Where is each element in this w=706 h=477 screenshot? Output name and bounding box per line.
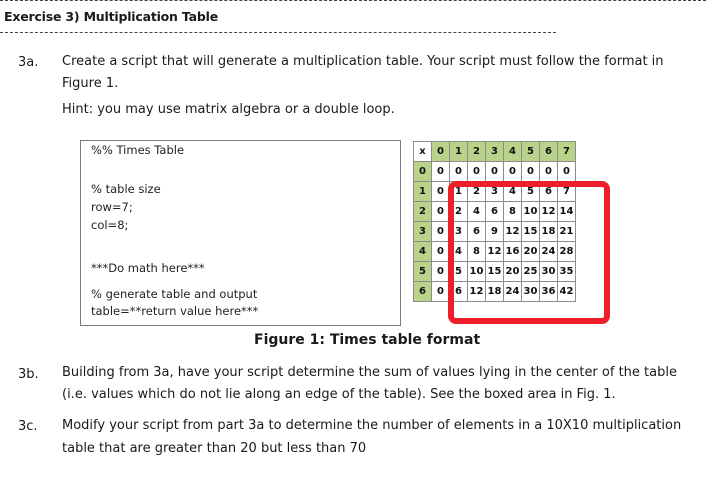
table-cell: 6 [540, 182, 558, 202]
table-header-cell: 5 [522, 142, 540, 162]
table-cell: 0 [432, 282, 450, 302]
table-cell: 12 [486, 242, 504, 262]
table-cell: 9 [486, 222, 504, 242]
table-cell: 8 [468, 242, 486, 262]
table-cell: 12 [540, 202, 558, 222]
table-cell: 36 [540, 282, 558, 302]
table-cell: 0 [540, 162, 558, 182]
table-cell: 18 [540, 222, 558, 242]
table-cell: 0 [432, 222, 450, 242]
table-cell: 42 [558, 282, 576, 302]
code-line: % generate table and output [91, 287, 258, 301]
table-header-cell: x [414, 142, 432, 162]
table-cell: 0 [432, 202, 450, 222]
table-cell: 4 [468, 202, 486, 222]
table-cell: 5 [450, 262, 468, 282]
table-cell: 0 [504, 162, 522, 182]
table-header-cell: 6 [540, 142, 558, 162]
table-header-cell: 0 [432, 142, 450, 162]
table-cell: 8 [504, 202, 522, 222]
table-header-cell: 1 [414, 182, 432, 202]
table-cell: 20 [522, 242, 540, 262]
title-dashed-rule [0, 32, 556, 33]
table-cell: 20 [504, 262, 522, 282]
table-cell: 7 [558, 182, 576, 202]
table-cell: 0 [522, 162, 540, 182]
table-cell: 30 [540, 262, 558, 282]
table-header-cell: 3 [486, 142, 504, 162]
table-header-cell: 4 [414, 242, 432, 262]
table-cell: 24 [504, 282, 522, 302]
question-3c-number: 3c. [18, 419, 38, 434]
table-cell: 6 [486, 202, 504, 222]
question-3c-line1: Modify your script from part 3a to determine the number of elements in a 10X10 multiplication [62, 418, 682, 433]
code-line: % table size [91, 182, 161, 196]
table-cell: 5 [522, 182, 540, 202]
table-cell: 35 [558, 262, 576, 282]
table-cell: 3 [450, 222, 468, 242]
top-dashed-rule [0, 0, 706, 1]
table-cell: 10 [522, 202, 540, 222]
table-cell: 3 [486, 182, 504, 202]
figure-caption: Figure 1: Times table format [254, 332, 481, 348]
question-3b-number: 3b. [18, 367, 39, 382]
table-cell: 10 [468, 262, 486, 282]
table-header-row [414, 142, 576, 162]
question-3a-line2: Figure 1. [62, 76, 119, 91]
table-header-cell: 7 [558, 142, 576, 162]
table-header-cell: 3 [414, 222, 432, 242]
question-3a-number: 3a. [18, 55, 39, 70]
table-cell: 16 [504, 242, 522, 262]
table-cell: 12 [468, 282, 486, 302]
table-cell: 30 [522, 282, 540, 302]
table-cell: 21 [558, 222, 576, 242]
table-row [414, 162, 576, 182]
table-cell: 14 [558, 202, 576, 222]
table-cell: 15 [486, 262, 504, 282]
table-cell: 15 [522, 222, 540, 242]
code-line: ***Do math here*** [91, 261, 205, 275]
table-cell: 0 [468, 162, 486, 182]
table-cell: 0 [432, 182, 450, 202]
table-cell: 25 [522, 262, 540, 282]
question-3c-line2: table that are greater than 20 but less than 70 [62, 441, 367, 456]
table-cell: 2 [468, 182, 486, 202]
table-cell: 6 [450, 282, 468, 302]
table-cell: 4 [450, 242, 468, 262]
table-cell: 1 [450, 182, 468, 202]
code-line: col=8; [91, 218, 129, 232]
table-header-cell: 0 [414, 162, 432, 182]
question-3a-line1: Create a script that will generate a multiplication table. Your script must follow the format in [62, 54, 664, 69]
code-line: table=**return value here*** [91, 304, 259, 318]
code-line: row=7; [91, 200, 133, 214]
table-cell: 0 [486, 162, 504, 182]
table-cell: 28 [558, 242, 576, 262]
table-cell: 0 [432, 162, 450, 182]
code-line: %% Times Table [91, 143, 185, 157]
code-box [80, 140, 401, 326]
table-cell: 0 [432, 262, 450, 282]
table-header-cell: 2 [468, 142, 486, 162]
highlight-box [448, 181, 610, 324]
question-3a-hint: Hint: you may use matrix algebra or a double loop. [62, 102, 395, 117]
table-header-cell: 4 [504, 142, 522, 162]
table-cell: 4 [504, 182, 522, 202]
table-header-cell: 2 [414, 202, 432, 222]
table-cell: 0 [558, 162, 576, 182]
table-header-cell: 6 [414, 282, 432, 302]
table-cell: 2 [450, 202, 468, 222]
question-3b-line1: Building from 3a, have your script determine the sum of values lying in the center of the table [62, 365, 677, 380]
table-cell: 0 [432, 242, 450, 262]
table-cell: 18 [486, 282, 504, 302]
table-cell: 6 [468, 222, 486, 242]
question-3b-line2: (i.e. values which do not lie along an edge of the table). See the boxed area in Fig. 1. [62, 387, 616, 402]
table-cell: 0 [450, 162, 468, 182]
table-header-cell: 5 [414, 262, 432, 282]
exercise-title: Exercise 3) Multiplication Table [4, 9, 218, 24]
table-cell: 24 [540, 242, 558, 262]
table-cell: 12 [504, 222, 522, 242]
table-header-cell: 1 [450, 142, 468, 162]
